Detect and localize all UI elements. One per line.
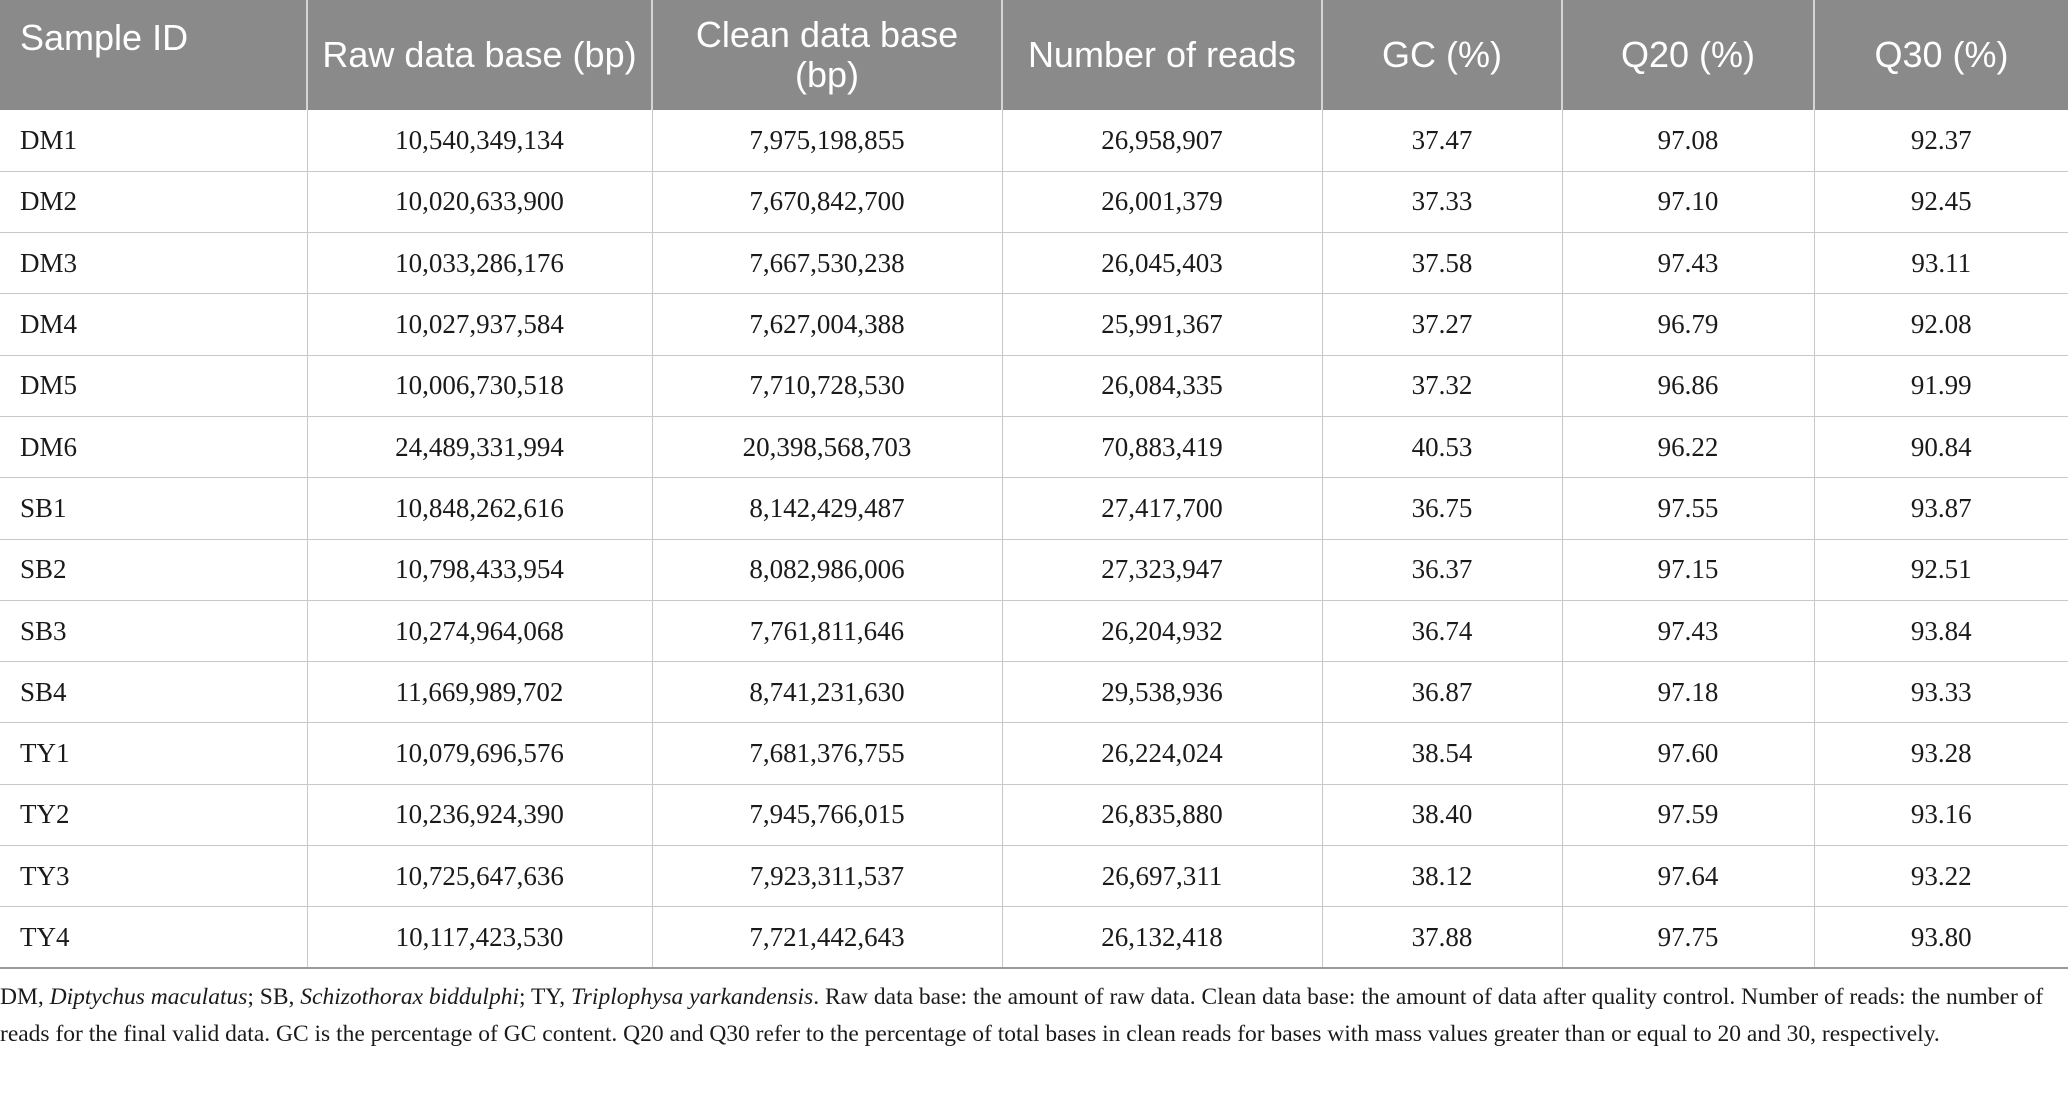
- q20-cell: 97.60: [1562, 723, 1814, 784]
- q20-cell: 97.64: [1562, 846, 1814, 907]
- table-row: [0, 784, 2068, 845]
- q20-cell: 96.86: [1562, 355, 1814, 416]
- sample-id-cell: TY2: [0, 784, 307, 845]
- clean-data-base-cell: 7,721,442,643: [652, 907, 1002, 968]
- raw-data-base-cell: 11,669,989,702: [307, 662, 652, 723]
- column-header-sample-id: Sample ID: [20, 17, 189, 58]
- table-row: [0, 846, 2068, 907]
- raw-data-base-cell: 10,798,433,954: [307, 539, 652, 600]
- column-header-raw-data-base: Raw data base (bp): [307, 0, 652, 110]
- q20-cell: 97.55: [1562, 478, 1814, 539]
- q30-cell: 92.45: [1814, 171, 2068, 232]
- q30-cell: 93.80: [1814, 907, 2068, 968]
- clean-data-base-cell: 7,923,311,537: [652, 846, 1002, 907]
- number-of-reads-cell: 26,001,379: [1002, 171, 1322, 232]
- gc-cell: 37.33: [1322, 171, 1562, 232]
- table-row: [0, 110, 2068, 171]
- clean-data-base-cell: 7,945,766,015: [652, 784, 1002, 845]
- footnote-species-dm: Diptychus maculatus: [49, 984, 248, 1011]
- clean-data-base-cell: 7,710,728,530: [652, 355, 1002, 416]
- raw-data-base-cell: 10,236,924,390: [307, 784, 652, 845]
- q20-cell: 97.08: [1562, 110, 1814, 171]
- gc-cell: 37.88: [1322, 907, 1562, 968]
- sample-id-cell: DM5: [0, 355, 307, 416]
- raw-data-base-cell: 10,027,937,584: [307, 294, 652, 355]
- number-of-reads-cell: 29,538,936: [1002, 662, 1322, 723]
- sample-id-cell: SB3: [0, 600, 307, 661]
- number-of-reads-cell: 26,697,311: [1002, 846, 1322, 907]
- sample-id-cell: TY3: [0, 846, 307, 907]
- q30-cell: 93.22: [1814, 846, 2068, 907]
- q30-cell: 92.51: [1814, 539, 2068, 600]
- number-of-reads-cell: 26,958,907: [1002, 110, 1322, 171]
- gc-cell: 36.37: [1322, 539, 1562, 600]
- raw-data-base-cell: 10,006,730,518: [307, 355, 652, 416]
- raw-data-base-cell: 10,079,696,576: [307, 723, 652, 784]
- table-row: [0, 478, 2068, 539]
- gc-cell: 37.47: [1322, 110, 1562, 171]
- q20-cell: 97.43: [1562, 600, 1814, 661]
- header-row: [0, 0, 2068, 110]
- number-of-reads-cell: 26,084,335: [1002, 355, 1322, 416]
- raw-data-base-cell: 10,117,423,530: [307, 907, 652, 968]
- number-of-reads-cell: 26,224,024: [1002, 723, 1322, 784]
- sample-id-cell: SB2: [0, 539, 307, 600]
- table-body: [0, 110, 2068, 968]
- footnote-species-ty: Triplophysa yarkandensis: [571, 984, 814, 1011]
- footnote-abbr-sb: ; SB,: [247, 984, 301, 1011]
- clean-data-base-cell: 8,082,986,006: [652, 539, 1002, 600]
- footnote-text: . Raw data base: the amount of raw data. Clean data base: the amount of data after quality control. Number of reads: the number of reads for the final valid data. GC is the percentage of GC content. Q20 and Q30 refer to the percentage of total bases in clean reads for bases with mass values greater than or equal to 20 and 30, respectively.: [0, 984, 2044, 1048]
- clean-data-base-cell: 7,627,004,388: [652, 294, 1002, 355]
- gc-cell: 37.32: [1322, 355, 1562, 416]
- gc-cell: 36.87: [1322, 662, 1562, 723]
- table-row: [0, 539, 2068, 600]
- column-header-number-of-reads: Number of reads: [1002, 0, 1322, 110]
- gc-cell: 38.40: [1322, 784, 1562, 845]
- table-row: [0, 907, 2068, 968]
- column-header-gc: GC (%): [1322, 0, 1562, 110]
- gc-cell: 38.54: [1322, 723, 1562, 784]
- clean-data-base-cell: 7,761,811,646: [652, 600, 1002, 661]
- raw-data-base-cell: 10,540,349,134: [307, 110, 652, 171]
- clean-data-base-cell: 7,670,842,700: [652, 171, 1002, 232]
- table-row: [0, 416, 2068, 477]
- raw-data-base-cell: 10,033,286,176: [307, 233, 652, 294]
- table-row: [0, 233, 2068, 294]
- q20-cell: 97.15: [1562, 539, 1814, 600]
- q30-cell: 93.84: [1814, 600, 2068, 661]
- clean-data-base-cell: 8,741,231,630: [652, 662, 1002, 723]
- q30-cell: 90.84: [1814, 416, 2068, 477]
- q30-cell: 92.08: [1814, 294, 2068, 355]
- column-header-q20: Q20 (%): [1562, 0, 1814, 110]
- q20-cell: 97.18: [1562, 662, 1814, 723]
- clean-data-base-cell: 7,667,530,238: [652, 233, 1002, 294]
- sample-id-cell: TY4: [0, 907, 307, 968]
- raw-data-base-cell: 10,848,262,616: [307, 478, 652, 539]
- table-row: [0, 723, 2068, 784]
- table-footnote: [0, 969, 2062, 1053]
- gc-cell: 36.75: [1322, 478, 1562, 539]
- q20-cell: 96.22: [1562, 416, 1814, 477]
- gc-cell: 38.12: [1322, 846, 1562, 907]
- gc-cell: 36.74: [1322, 600, 1562, 661]
- number-of-reads-cell: 26,045,403: [1002, 233, 1322, 294]
- table-row: [0, 294, 2068, 355]
- q30-cell: 93.28: [1814, 723, 2068, 784]
- gc-cell: 40.53: [1322, 416, 1562, 477]
- sample-id-cell: DM6: [0, 416, 307, 477]
- table-row: [0, 171, 2068, 232]
- number-of-reads-cell: 27,417,700: [1002, 478, 1322, 539]
- footnote-abbr-ty: ; TY,: [518, 984, 571, 1011]
- number-of-reads-cell: 27,323,947: [1002, 539, 1322, 600]
- table-row: [0, 600, 2068, 661]
- clean-data-base-cell: 20,398,568,703: [652, 416, 1002, 477]
- sample-id-cell: DM1: [0, 110, 307, 171]
- column-header-clean-data-base: Clean data base (bp): [652, 0, 1002, 110]
- number-of-reads-cell: 26,132,418: [1002, 907, 1322, 968]
- sample-id-cell: SB4: [0, 662, 307, 723]
- q30-cell: 91.99: [1814, 355, 2068, 416]
- sample-id-cell: TY1: [0, 723, 307, 784]
- table-header: [0, 0, 2068, 110]
- q30-cell: 92.37: [1814, 110, 2068, 171]
- raw-data-base-cell: 24,489,331,994: [307, 416, 652, 477]
- table-row: [0, 355, 2068, 416]
- sample-id-cell: SB1: [0, 478, 307, 539]
- number-of-reads-cell: 25,991,367: [1002, 294, 1322, 355]
- sample-id-cell: DM2: [0, 171, 307, 232]
- footnote-species-sb: Schizothorax biddulphi: [300, 984, 519, 1011]
- number-of-reads-cell: 26,204,932: [1002, 600, 1322, 661]
- q20-cell: 97.75: [1562, 907, 1814, 968]
- sample-id-cell: DM3: [0, 233, 307, 294]
- raw-data-base-cell: 10,274,964,068: [307, 600, 652, 661]
- column-header-q30: Q30 (%): [1814, 0, 2068, 110]
- q30-cell: 93.16: [1814, 784, 2068, 845]
- q20-cell: 97.10: [1562, 171, 1814, 232]
- table-row: [0, 662, 2068, 723]
- footnote-abbr-dm: DM,: [0, 984, 50, 1011]
- q20-cell: 97.59: [1562, 784, 1814, 845]
- sample-id-cell: DM4: [0, 294, 307, 355]
- q30-cell: 93.87: [1814, 478, 2068, 539]
- q20-cell: 97.43: [1562, 233, 1814, 294]
- clean-data-base-cell: 7,975,198,855: [652, 110, 1002, 171]
- q20-cell: 96.79: [1562, 294, 1814, 355]
- q30-cell: 93.33: [1814, 662, 2068, 723]
- gc-cell: 37.58: [1322, 233, 1562, 294]
- clean-data-base-cell: 8,142,429,487: [652, 478, 1002, 539]
- raw-data-base-cell: 10,020,633,900: [307, 171, 652, 232]
- raw-data-base-cell: 10,725,647,636: [307, 846, 652, 907]
- clean-data-base-cell: 7,681,376,755: [652, 723, 1002, 784]
- number-of-reads-cell: 26,835,880: [1002, 784, 1322, 845]
- number-of-reads-cell: 70,883,419: [1002, 416, 1322, 477]
- q30-cell: 93.11: [1814, 233, 2068, 294]
- gc-cell: 37.27: [1322, 294, 1562, 355]
